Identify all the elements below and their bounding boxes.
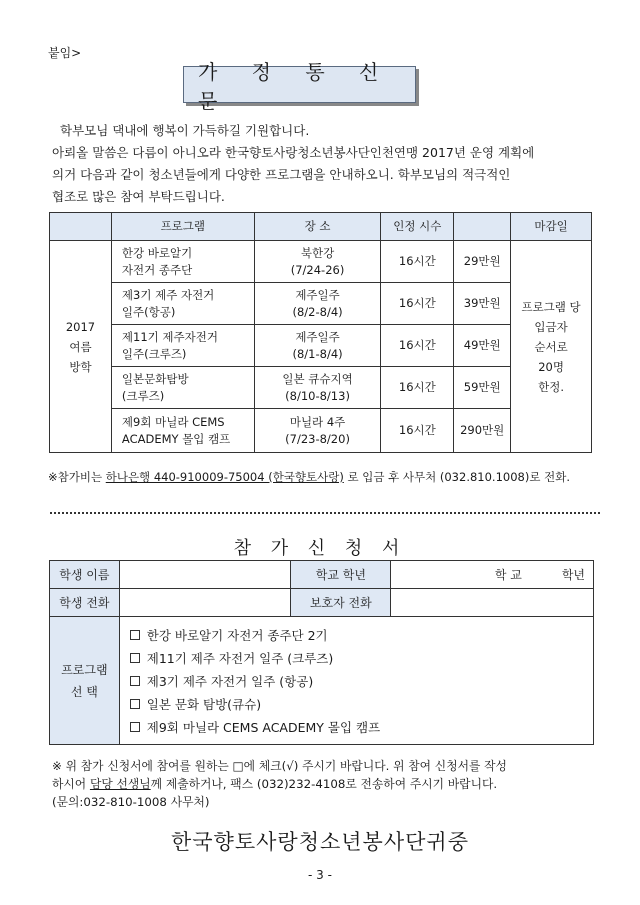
table-row xyxy=(50,325,592,367)
fee-note-suffix: 로 입금 후 사무처 (032.810.1008)로 전화. xyxy=(343,470,570,484)
student-name-field[interactable] xyxy=(119,561,291,589)
program-option[interactable]: 제11기 제주 자전거 일주 (크루즈) xyxy=(130,646,593,669)
grade-word: 학년 xyxy=(561,568,585,582)
application-form xyxy=(49,560,594,745)
header-hours: 인정 시수 xyxy=(381,213,454,241)
notice-line: ※ 위 참가 신청서에 참여를 원하는 □에 체크(√) 주시기 바랍니다. 위 참여 신청서를 작성 xyxy=(52,759,507,773)
fee-note-prefix: ※참가비는 xyxy=(48,470,106,484)
program-hours: 16시간 xyxy=(381,283,454,325)
guardian-phone-label: 보호자 전화 xyxy=(291,589,391,617)
program-fee: 59만원 xyxy=(454,367,511,409)
table-row xyxy=(50,367,592,409)
checkbox-icon[interactable] xyxy=(130,722,140,732)
program-fee: 39만원 xyxy=(454,283,511,325)
header-blank xyxy=(50,213,112,241)
season-year: 2017 xyxy=(65,319,96,334)
program-option[interactable]: 일본 문화 탐방(큐슈) xyxy=(130,692,593,715)
signature: 한국향토사랑청소년봉사단귀중 xyxy=(170,830,469,854)
table-row xyxy=(50,409,592,453)
checkbox-icon[interactable] xyxy=(130,699,140,709)
program-fee: 290만원 xyxy=(454,409,511,453)
submission-notice xyxy=(52,757,600,811)
season-break: 방학 xyxy=(69,359,92,374)
attachment-label: 붙임> xyxy=(48,46,82,60)
program-fee: 49만원 xyxy=(454,325,511,367)
program-hours: 16시간 xyxy=(381,409,454,453)
checkbox-icon[interactable] xyxy=(130,630,140,640)
program-place: 마닐라 4주 (7/23-8/20) xyxy=(254,409,381,453)
season-cell xyxy=(50,241,112,453)
program-table xyxy=(49,212,592,453)
page-number: - 3 - xyxy=(308,868,332,882)
form-row xyxy=(50,589,594,617)
program-table-header xyxy=(50,213,592,241)
intro-line: 의거 다음과 같이 청소년들에게 다양한 프로그램을 안내하오니. 학부모님의 적극적인 xyxy=(52,167,511,182)
teacher-text: 담당 선생님 xyxy=(89,777,151,791)
header-program: 프로그램 xyxy=(111,213,254,241)
header-deadline: 마감일 xyxy=(511,213,592,241)
intro-line: 협조로 많은 참여 부탁드립니다. xyxy=(52,189,225,204)
program-name: 제9회 마닐라 CEMS ACADEMY 몰입 캠프 xyxy=(111,409,254,453)
intro-line: 학부모님 댁내에 행복이 가득하길 기원합니다. xyxy=(60,123,310,138)
form-row xyxy=(50,617,594,745)
header-place: 장 소 xyxy=(254,213,381,241)
program-name: 제3기 제주 자전거 일주(항공) xyxy=(111,283,254,325)
program-hours: 16시간 xyxy=(381,325,454,367)
table-row xyxy=(50,241,592,283)
student-phone-label: 학생 전화 xyxy=(50,589,120,617)
checkbox-icon[interactable] xyxy=(130,653,140,663)
program-option[interactable]: 제3기 제주 자전거 일주 (항공) xyxy=(130,669,593,692)
program-option[interactable]: 한강 바로알기 자전거 종주단 2기 xyxy=(130,623,593,646)
header-fee xyxy=(454,213,511,241)
program-option[interactable]: 제9회 마닐라 CEMS ACADEMY 몰입 캠프 xyxy=(130,715,593,738)
program-hours: 16시간 xyxy=(381,367,454,409)
intro-line: 아뢰올 말씀은 다름이 아니오라 한국향토사랑청소년봉사단인천연맹 2017년 운영 계획에 xyxy=(52,145,535,160)
program-options xyxy=(119,617,593,745)
application-title: 참 가 신 청 서 xyxy=(233,538,407,559)
table-row xyxy=(50,283,592,325)
program-name: 제11기 제주자전거 일주(크루즈) xyxy=(111,325,254,367)
school-word: 학 교 xyxy=(494,568,522,582)
contact-line: (문의:032-810-1008 사무처) xyxy=(52,795,210,809)
checkbox-icon[interactable] xyxy=(130,676,140,686)
bank-account: 하나은행 440-910009-75004 (한국향토사랑) xyxy=(105,470,344,484)
intro-text xyxy=(52,120,600,208)
student-phone-field[interactable] xyxy=(119,589,291,617)
form-row xyxy=(50,561,594,589)
program-place: 일본 큐슈지역 (8/10-8/13) xyxy=(254,367,381,409)
school-grade-field[interactable] xyxy=(391,561,594,589)
program-hours: 16시간 xyxy=(381,241,454,283)
season-name: 여름 xyxy=(69,339,92,354)
program-name: 일본문화탐방 (크루즈) xyxy=(111,367,254,409)
school-grade-label: 학교 학년 xyxy=(291,561,391,589)
cut-line xyxy=(50,512,600,514)
program-place: 북한강 (7/24-26) xyxy=(254,241,381,283)
notice-line: 하시어 담당 선생님께 제출하거나, 팩스 (032)232-4108로 전송하여 주시기 바랍니다. xyxy=(52,777,498,791)
document-title: 가 정 통 신 문 xyxy=(183,66,416,103)
fee-note xyxy=(48,469,570,485)
program-fee: 29만원 xyxy=(454,241,511,283)
program-name: 한강 바로알기 자전거 종주단 xyxy=(111,241,254,283)
student-name-label: 학생 이름 xyxy=(50,561,120,589)
program-select-label: 프로그램 선 택 xyxy=(50,617,120,745)
program-place: 제주일주 (8/2-8/4) xyxy=(254,283,381,325)
deadline-note: 프로그램 당 입금자 순서로 20명 한정. xyxy=(511,241,592,453)
program-place: 제주일주 (8/1-8/4) xyxy=(254,325,381,367)
guardian-phone-field[interactable] xyxy=(391,589,594,617)
